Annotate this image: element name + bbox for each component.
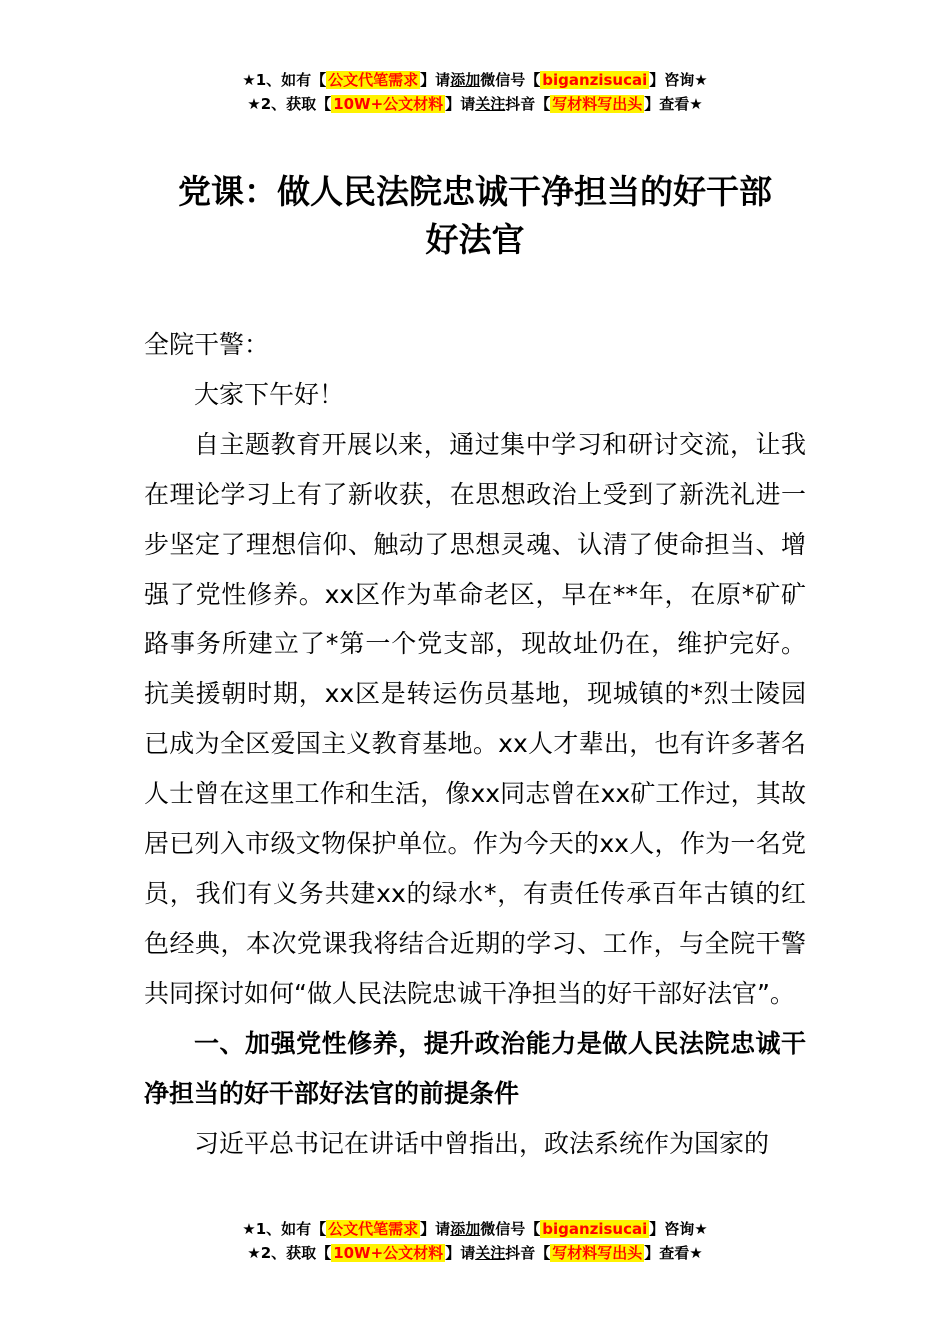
banner-text: 】咨询★ bbox=[649, 71, 708, 89]
banner-text: 】请 bbox=[445, 95, 476, 113]
top-banner bbox=[0, 68, 950, 116]
banner-text: 】咨询★ bbox=[649, 1220, 708, 1238]
banner-text: 】请 bbox=[420, 71, 451, 89]
banner-text: 抖音【 bbox=[505, 95, 551, 113]
banner-underlined: 关注 bbox=[475, 1244, 506, 1262]
banner-line-1 bbox=[0, 1217, 950, 1241]
body-paragraph: 自主题教育开展以来，通过集中学习和研讨交流，让我在理论学习上有了新收获，在思想政治上受到了新洗礼进一步坚定了理想信仰、触动了思想灵魂、认清了使命担当、增强了党性修养。xx区作为革命老区，早在**年，在原*矿矿路事务所建立了*第一个党支部，现故址仍在，维护完好。抗美援朝时期，xx区是转运伤员基地，现城镇的*烈士陵园已成为全区爱国主义教育基地。xx人才辈出，也有许多著名人士曾在这里工作和生活，像xx同志曾在xx矿工作过，其故居已列入市级文物保护单位。作为今天的xx人，作为一名党员，我们有义务共建xx的绿水*，有责任传承百年古镇的红色经典，本次党课我将结合近期的学习、工作，与全院干警共同探讨如何“做人民法院忠诚干净担当的好干部好法官”。 bbox=[144, 429, 806, 1008]
document-title bbox=[140, 168, 810, 264]
banner-highlight: 写材料写出头 bbox=[552, 95, 643, 113]
banner-line-1 bbox=[0, 68, 950, 92]
title-line-1: 党课：做人民法院忠诚干净担当的好干部 bbox=[178, 172, 772, 211]
banner-text: ★2、获取【 bbox=[247, 1244, 332, 1262]
banner-text: 】请 bbox=[420, 1220, 451, 1238]
banner-line-2 bbox=[0, 1241, 950, 1265]
banner-text: 】请 bbox=[445, 1244, 476, 1262]
body-paragraph: 习近平总书记在讲话中曾指出，政法系统作为国家的 bbox=[194, 1128, 770, 1158]
title-line-2: 好法官 bbox=[425, 220, 525, 259]
banner-text: ★1、如有【 bbox=[242, 71, 327, 89]
banner-text: 抖音【 bbox=[505, 1244, 551, 1262]
bottom-banner bbox=[0, 1217, 950, 1265]
banner-highlight: 公文代笔需求 bbox=[328, 1220, 419, 1238]
document-body bbox=[144, 320, 806, 1168]
banner-line-2 bbox=[0, 92, 950, 116]
banner-text: ★1、如有【 bbox=[242, 1220, 327, 1238]
banner-text: 微信号【 bbox=[480, 1220, 541, 1238]
banner-highlight: 10W+公文材料 bbox=[333, 1244, 444, 1262]
banner-underlined: 关注 bbox=[475, 95, 506, 113]
banner-highlight: 公文代笔需求 bbox=[328, 71, 419, 89]
banner-text: 微信号【 bbox=[480, 71, 541, 89]
greeting: 大家下午好！ bbox=[194, 379, 345, 409]
banner-highlight: biganzisucai bbox=[542, 71, 648, 89]
banner-highlight: biganzisucai bbox=[542, 1220, 648, 1238]
banner-text: 】查看★ bbox=[644, 95, 703, 113]
section-heading: 一、加强党性修养，提升政治能力是做人民法院忠诚干净担当的好干部好法官的前提条件 bbox=[144, 1028, 806, 1108]
banner-underlined: 添加 bbox=[450, 1220, 481, 1238]
banner-underlined: 添加 bbox=[450, 71, 481, 89]
salutation: 全院干警： bbox=[144, 330, 270, 359]
banner-text: ★2、获取【 bbox=[247, 95, 332, 113]
banner-highlight: 写材料写出头 bbox=[552, 1244, 643, 1262]
banner-highlight: 10W+公文材料 bbox=[333, 95, 444, 113]
banner-text: 】查看★ bbox=[644, 1244, 703, 1262]
